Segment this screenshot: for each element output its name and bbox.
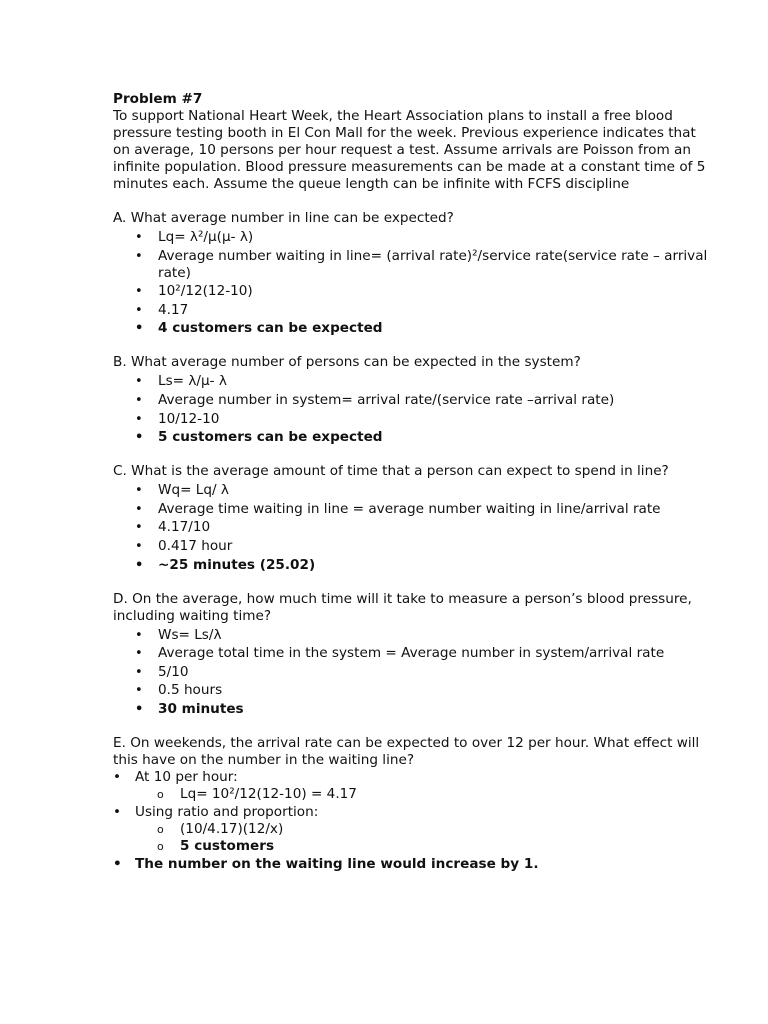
list-item: • Wq= Lq/ λ (135, 482, 229, 499)
problem-title: Problem #7 (113, 91, 203, 107)
list-item: • 4.17 (135, 301, 189, 318)
bullet-icon: • (135, 483, 143, 499)
answer-list-e (113, 769, 708, 873)
bullet-icon: • (135, 538, 143, 554)
list-item: • 10²/12(12-10) (135, 283, 253, 300)
list-item: • At 10 per hour: o Lq= 10²/12(12-10) = 4.17 (113, 769, 708, 803)
bullet-icon: • (135, 701, 144, 717)
bullet-icon: • (135, 392, 143, 408)
bullet-icon: • (135, 627, 143, 643)
problem-intro: To support National Heart Week, the Heart Association plans to install a free blood pressure testing booth in El Con Mall for the week. Previous experience indicates that on average, 10 persons per hour request a test. Assume arrivals are Poisson from an infinite population. Blood pressure measurements can be made at a constant time of 5 minutes each. Assume the queue length can be infinite with FCFS discipline (113, 108, 706, 192)
question-c: C. What is the average amount of time that a person can expect to spend in line? (113, 463, 669, 480)
sub-list-item-answer: o 5 customers (157, 837, 275, 854)
bullet-icon: • (135, 321, 144, 337)
bullet-icon: • (135, 520, 143, 536)
list-item-answer: • 30 minutes (135, 700, 244, 717)
list-item-conclusion: • The number on the waiting line would increase by 1. (113, 855, 539, 872)
question-b: B. What average number of persons can be expected in the system? (113, 354, 581, 371)
bullet-icon: • (113, 768, 122, 785)
list-item: • 0.5 hours (135, 682, 223, 699)
list-item-answer: • 4 customers can be expected (135, 320, 383, 337)
list-item: • Average total time in the system = Average number in system/arrival rate (135, 645, 665, 662)
answer-list-d (113, 627, 708, 718)
circle-bullet-icon: o (157, 822, 164, 836)
section-b (113, 354, 708, 446)
list-item: • Lq= λ²/μ(μ- λ) (135, 229, 254, 245)
section-a (113, 210, 708, 337)
list-item: • Average number waiting in line= (arrival rate)²/service rate(service rate – arrival rate) (135, 247, 708, 281)
list-item-answer: • ~25 minutes (25.02) (135, 556, 316, 573)
sub-list-item: o Lq= 10²/12(12-10) = 4.17 (157, 785, 357, 802)
question-d: D. On the average, how much time will it take to measure a person’s blood pressure, including waiting time? (113, 590, 692, 624)
bullet-icon: • (135, 646, 143, 662)
answer-list-a (113, 229, 708, 337)
bullet-icon: • (135, 411, 143, 427)
section-e (113, 735, 708, 873)
bullet-icon: • (135, 230, 143, 245)
bullet-icon: • (113, 855, 122, 872)
bullet-icon: • (113, 803, 122, 820)
section-d (113, 591, 708, 718)
sub-list (135, 786, 708, 803)
question-e: E. On weekends, the arrival rate can be expected to over 12 per hour. What effect will this have on the number in the waiting line? (113, 734, 700, 768)
bullet-icon: • (135, 683, 143, 699)
answer-list-c (113, 482, 708, 573)
list-item: • 0.417 hour (135, 537, 233, 554)
sub-list (135, 821, 708, 855)
bullet-icon: • (135, 284, 143, 300)
circle-bullet-icon: o (157, 839, 164, 853)
bullet-icon: • (135, 302, 143, 318)
question-a: A. What average number in line can be expected? (113, 210, 454, 226)
list-item-answer: • 5 customers can be expected (135, 429, 383, 446)
list-item: • Ws= Ls/λ (135, 626, 222, 643)
bullet-icon: • (135, 374, 143, 390)
bullet-icon: • (135, 501, 143, 517)
list-item: • Using ratio and proportion: o (10/4.17)(12/x) o 5 customers (113, 804, 708, 855)
list-item: • 4.17/10 (135, 519, 211, 536)
answer-list-b (113, 373, 708, 446)
list-item: • 5/10 (135, 663, 189, 680)
bullet-icon: • (135, 430, 144, 446)
list-item: • Average time waiting in line = average number waiting in line/arrival rate (135, 500, 661, 517)
sub-list-item: o (10/4.17)(12/x) (157, 820, 284, 837)
list-item: • Average number in system= arrival rate/(service rate –arrival rate) (135, 391, 615, 408)
list-item: • Ls= λ/μ- λ (135, 373, 227, 390)
list-item: • 10/12-10 (135, 410, 220, 427)
section-c (113, 463, 708, 573)
bullet-icon: • (135, 664, 143, 680)
bullet-icon: • (135, 557, 144, 573)
bullet-icon: • (135, 248, 143, 264)
circle-bullet-icon: o (157, 787, 164, 801)
